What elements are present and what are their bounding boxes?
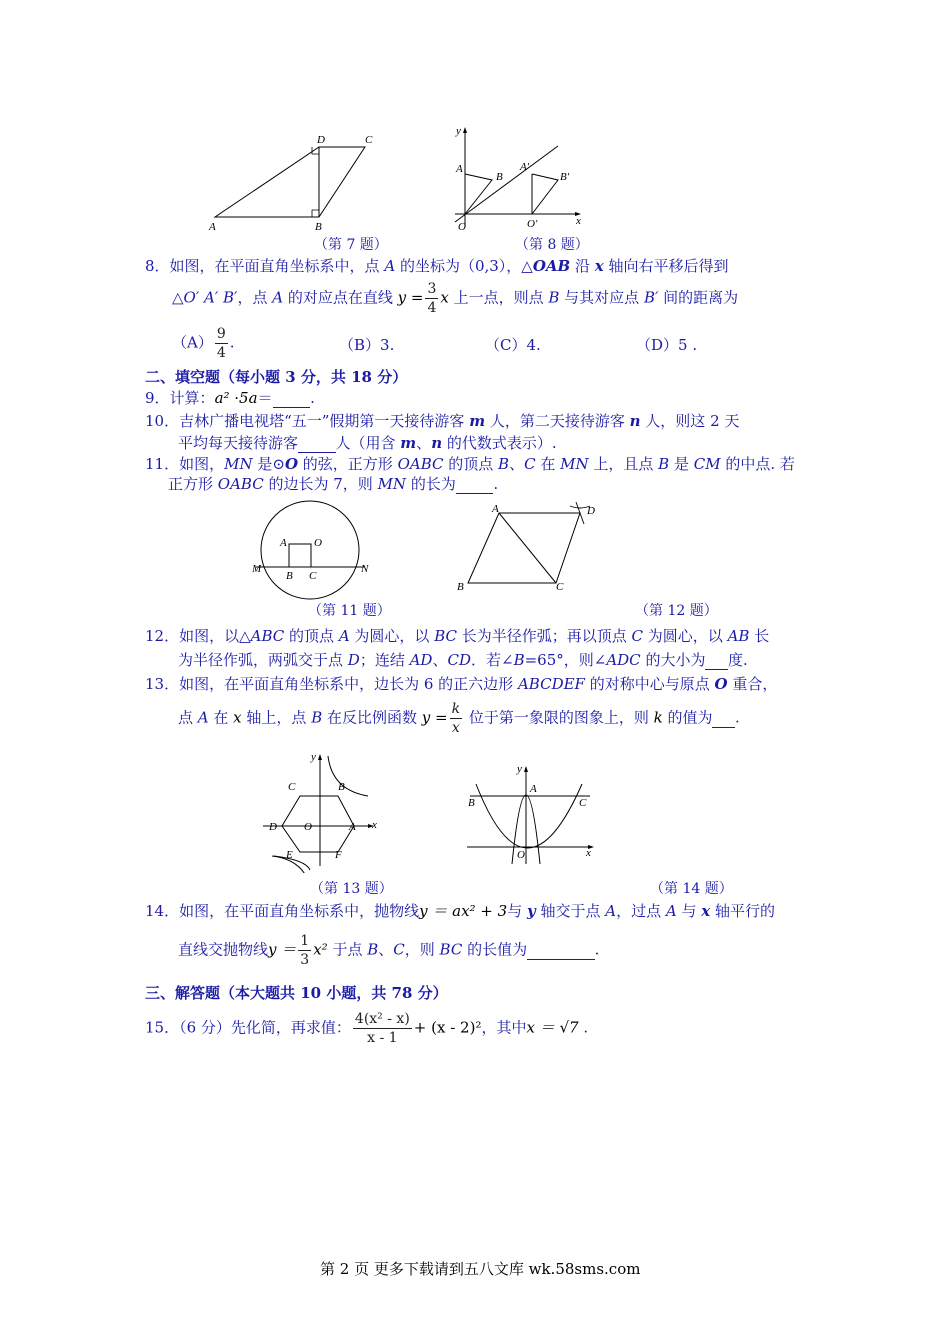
label-D: D (587, 505, 595, 517)
label-O: O (314, 537, 322, 549)
label-B: B (286, 570, 293, 582)
q13-line2: 点 A 在 x 轴上，点 B 在反比例函数 y = $\frac{k}{x}$ 位于第一象限的图象上，则 k 的值为___. (178, 701, 740, 736)
label-O-prime: O′ (527, 218, 538, 230)
q14-line1: 14．如图，在平面直角坐标系中，抛物线y ＝ ax² + 3与 y 轴交于点 A，过点 A 与 x 轴平行的 (145, 902, 775, 920)
label-B: B (496, 171, 503, 183)
caption-fig13: （第 13 题） (310, 881, 393, 897)
label-x: x (372, 819, 377, 831)
caption-fig7: （第 7 题） (314, 237, 388, 253)
q12-line2: 为半径作弧，两弧交于点 D；连结 AD、CD．若∠B=65°，则∠ADC 的大小为___度. (178, 651, 748, 669)
q9: 9．计算：a² ·5a＝_____. (145, 389, 315, 407)
label-B-prime: B′ (560, 171, 570, 183)
label-y: y (311, 751, 316, 763)
q8-line2: △O′ A′ B′，点 A 的对应点在直线 y = $\frac{3}{4}$ x 上一点，则点 B 与其对应点 B′ 间的距离为 (172, 281, 739, 316)
label-N: N (361, 563, 369, 575)
q12-line1: 12．如图，以△ABC 的顶点 A 为圆心，以 BC 长为半径作弧；再以顶点 C 为圆心，以 AB 长 (145, 627, 770, 645)
q8-option-a: （A） $\frac{9}{4}$ . (172, 326, 235, 361)
caption-fig14: （第 14 题） (650, 881, 733, 897)
q10-line1: 10．吉林广播电视塔“五一”假期第一天接待游客 m 人，第二天接待游客 n 人，则这 2 天 (145, 412, 740, 430)
label-A: A (530, 783, 537, 795)
caption-fig8: （第 8 题） (515, 237, 589, 253)
label-x: x (586, 847, 591, 859)
label-D: D (269, 821, 277, 833)
q14-line2: 直线交抛物线y ＝ $\frac{1}{3}$ x² 于点 B、C，则 BC 的长值为_________. (178, 933, 600, 968)
label-F: F (335, 849, 342, 861)
q8-line1: 8．如图，在平面直角坐标系中，点 A 的坐标为（0,3），△OAB 沿 x 轴向右平移后得到 (145, 257, 729, 275)
label-B: B (338, 781, 345, 793)
q8-option-d: （D）5 . (636, 336, 698, 354)
label-C: C (579, 797, 587, 809)
label-C: C (309, 570, 317, 582)
page-footer: 第 2 页 更多下载请到五八文库 wk.58sms.com (320, 1260, 641, 1278)
label-B: B (457, 581, 464, 592)
label-y: y (456, 125, 461, 137)
label-A: A (349, 821, 356, 833)
figure-11 (248, 492, 378, 602)
label-M: M (252, 563, 262, 575)
figure-12 (452, 500, 602, 592)
caption-fig12: （第 12 题） (635, 603, 718, 619)
q11-line1: 11．如图，MN 是⊙O 的弦，正方形 OABC 的顶点 B、C 在 MN 上，且点 B 是 CM 的中点. 若 (145, 455, 795, 473)
figure-7 (205, 128, 380, 238)
label-D: D (317, 134, 325, 146)
label-A: A (280, 537, 287, 549)
q8-option-c: （C）4. (485, 336, 541, 354)
label-O: O (458, 221, 466, 233)
label-A: A (456, 163, 463, 175)
label-B: B (315, 221, 322, 233)
label-O: O (517, 849, 525, 861)
label-y: y (517, 763, 522, 775)
label-A: A (209, 221, 216, 233)
q11-line2: 正方形 OABC 的边长为 7，则 MN 的长为_____. (168, 475, 499, 493)
figure-8 (450, 122, 590, 237)
section-3-heading: 三、解答题（本大题共 10 小题，共 78 分） (145, 984, 448, 1002)
label-A: A (492, 503, 499, 515)
q8-option-b: （B）3. (339, 336, 395, 354)
label-C: C (365, 134, 373, 146)
label-B: B (468, 797, 475, 809)
label-E: E (286, 849, 293, 861)
q15: 15．（6 分）先化简，再求值： $\frac{\text{4(x² - x)}}{x - 1}$ + (x - 2)²，其中x ＝ √7 . (145, 1011, 589, 1046)
label-A-prime: A′ (520, 161, 530, 173)
q10-line2: 平均每天接待游客_____人（用含 m、n 的代数式表示）. (178, 434, 557, 452)
figure-14 (462, 760, 602, 870)
caption-fig11: （第 11 题） (308, 603, 391, 619)
section-2-heading: 二、填空题（每小题 3 分，共 18 分） (145, 368, 408, 386)
label-C: C (288, 781, 296, 793)
label-x: x (576, 215, 581, 227)
q13-line1: 13．如图，在平面直角坐标系中，边长为 6 的正六边形 ABCDEF 的对称中心与原点 O 重合， (145, 675, 778, 693)
label-O: O (304, 821, 312, 833)
label-C: C (556, 581, 564, 592)
figure-13 (258, 748, 388, 873)
parallelogram (215, 147, 365, 217)
